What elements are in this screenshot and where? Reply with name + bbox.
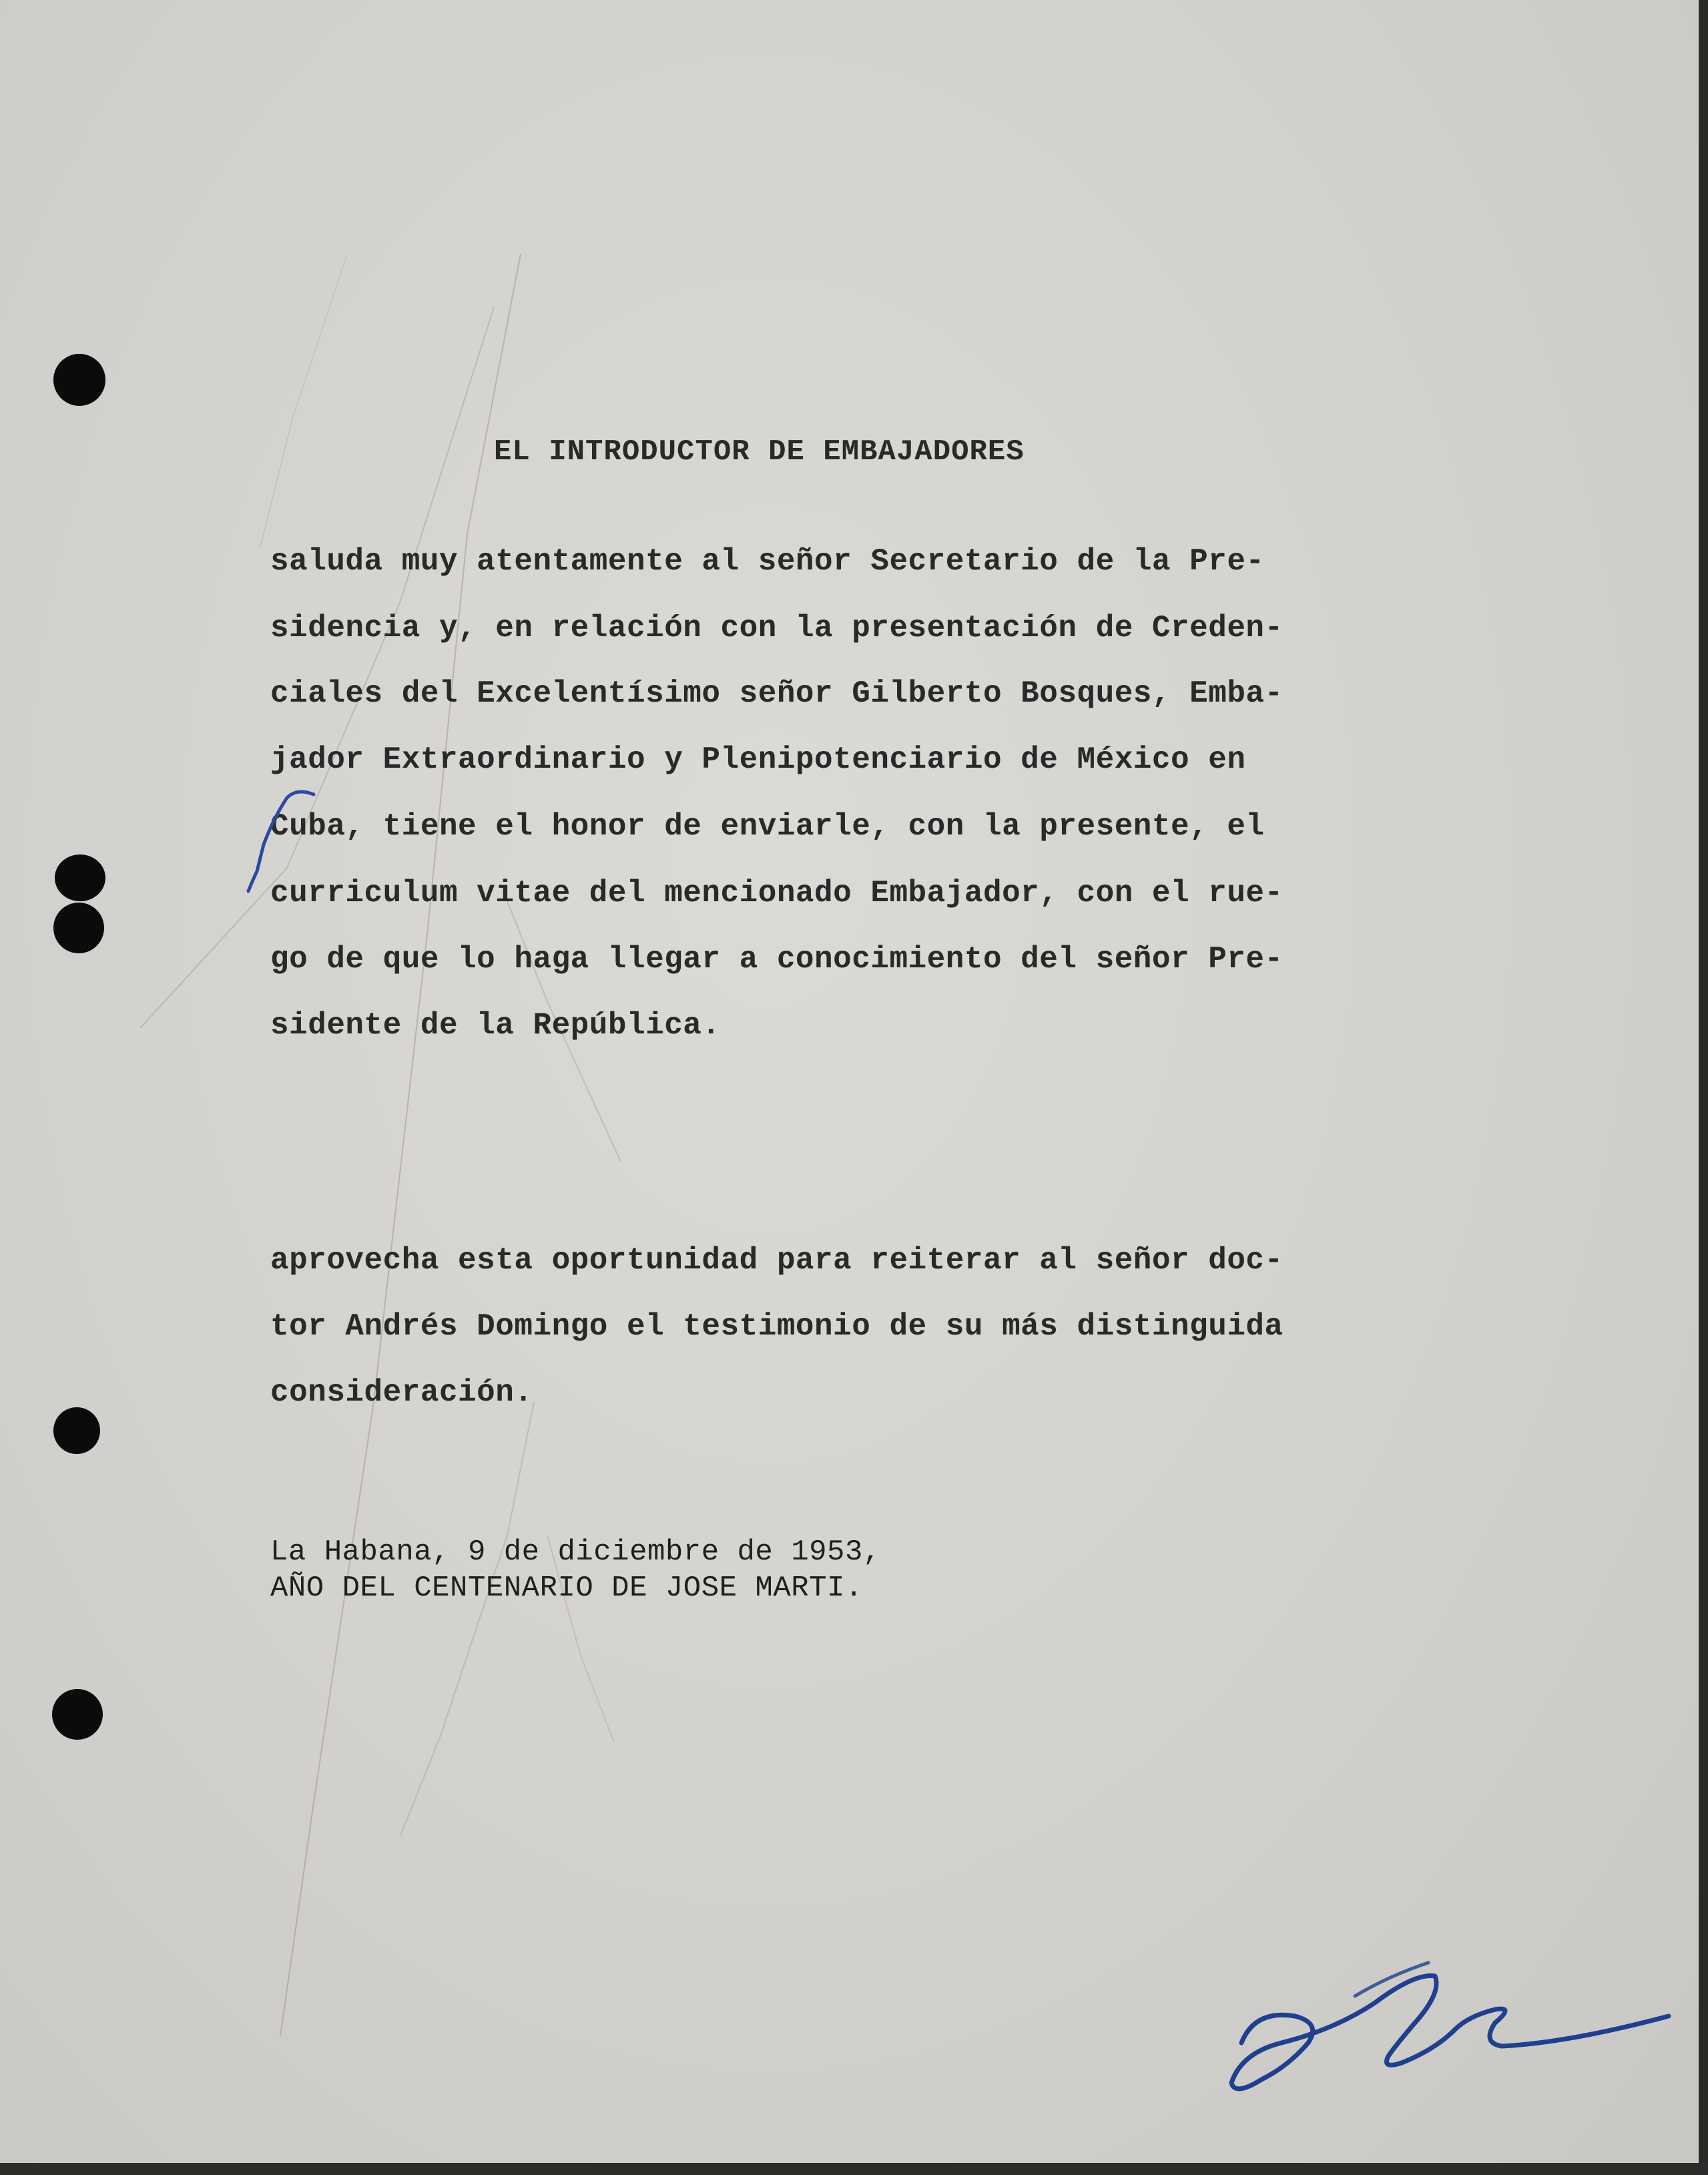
- punch-hole-2: [55, 855, 105, 901]
- year-dedication-line: AÑO DEL CENTENARIO DE JOSE MARTI.: [270, 1572, 863, 1605]
- punch-hole-4: [53, 1407, 100, 1454]
- paragraph1-line-4: jador Extraordinario y Plenipotenciario de México en: [270, 742, 1246, 777]
- punch-hole-5: [52, 1689, 103, 1740]
- paragraph1-line-3: ciales del Excelentísimo señor Gilberto Bosques, Emba-: [270, 676, 1284, 711]
- punch-hole-1: [53, 354, 105, 406]
- date-line: La Habana, 9 de diciembre de 1953,: [270, 1535, 881, 1569]
- scan-edge-bottom: [0, 2163, 1708, 2175]
- paragraph1-line-7: go de que lo haga llegar a conocimiento del señor Pre-: [270, 942, 1284, 977]
- paragraph2-line-2: tor Andrés Domingo el testimonio de su más distinguida: [270, 1309, 1284, 1344]
- paragraph1-line-1: saluda muy atentamente al señor Secretario de la Pre-: [270, 544, 1265, 579]
- paragraph1-line-2: sidencia y, en relación con la presentación de Creden-: [270, 611, 1284, 646]
- scan-edge-right: [1699, 0, 1708, 2175]
- document-title: EL INTRODUCTOR DE EMBAJADORES: [494, 435, 1025, 469]
- paragraph1-line-5: Cuba, tiene el honor de enviarle, con la presente, el: [270, 809, 1265, 844]
- paragraph2-line-1: aprovecha esta oportunidad para reiterar al señor doc-: [270, 1243, 1284, 1278]
- paragraph1-line-8: sidente de la República.: [270, 1008, 721, 1043]
- punch-hole-3: [53, 903, 104, 953]
- paragraph1-line-6: curriculum vitae del mencionado Embajador, con el rue-: [270, 876, 1284, 911]
- paragraph2-line-3: consideración.: [270, 1375, 533, 1410]
